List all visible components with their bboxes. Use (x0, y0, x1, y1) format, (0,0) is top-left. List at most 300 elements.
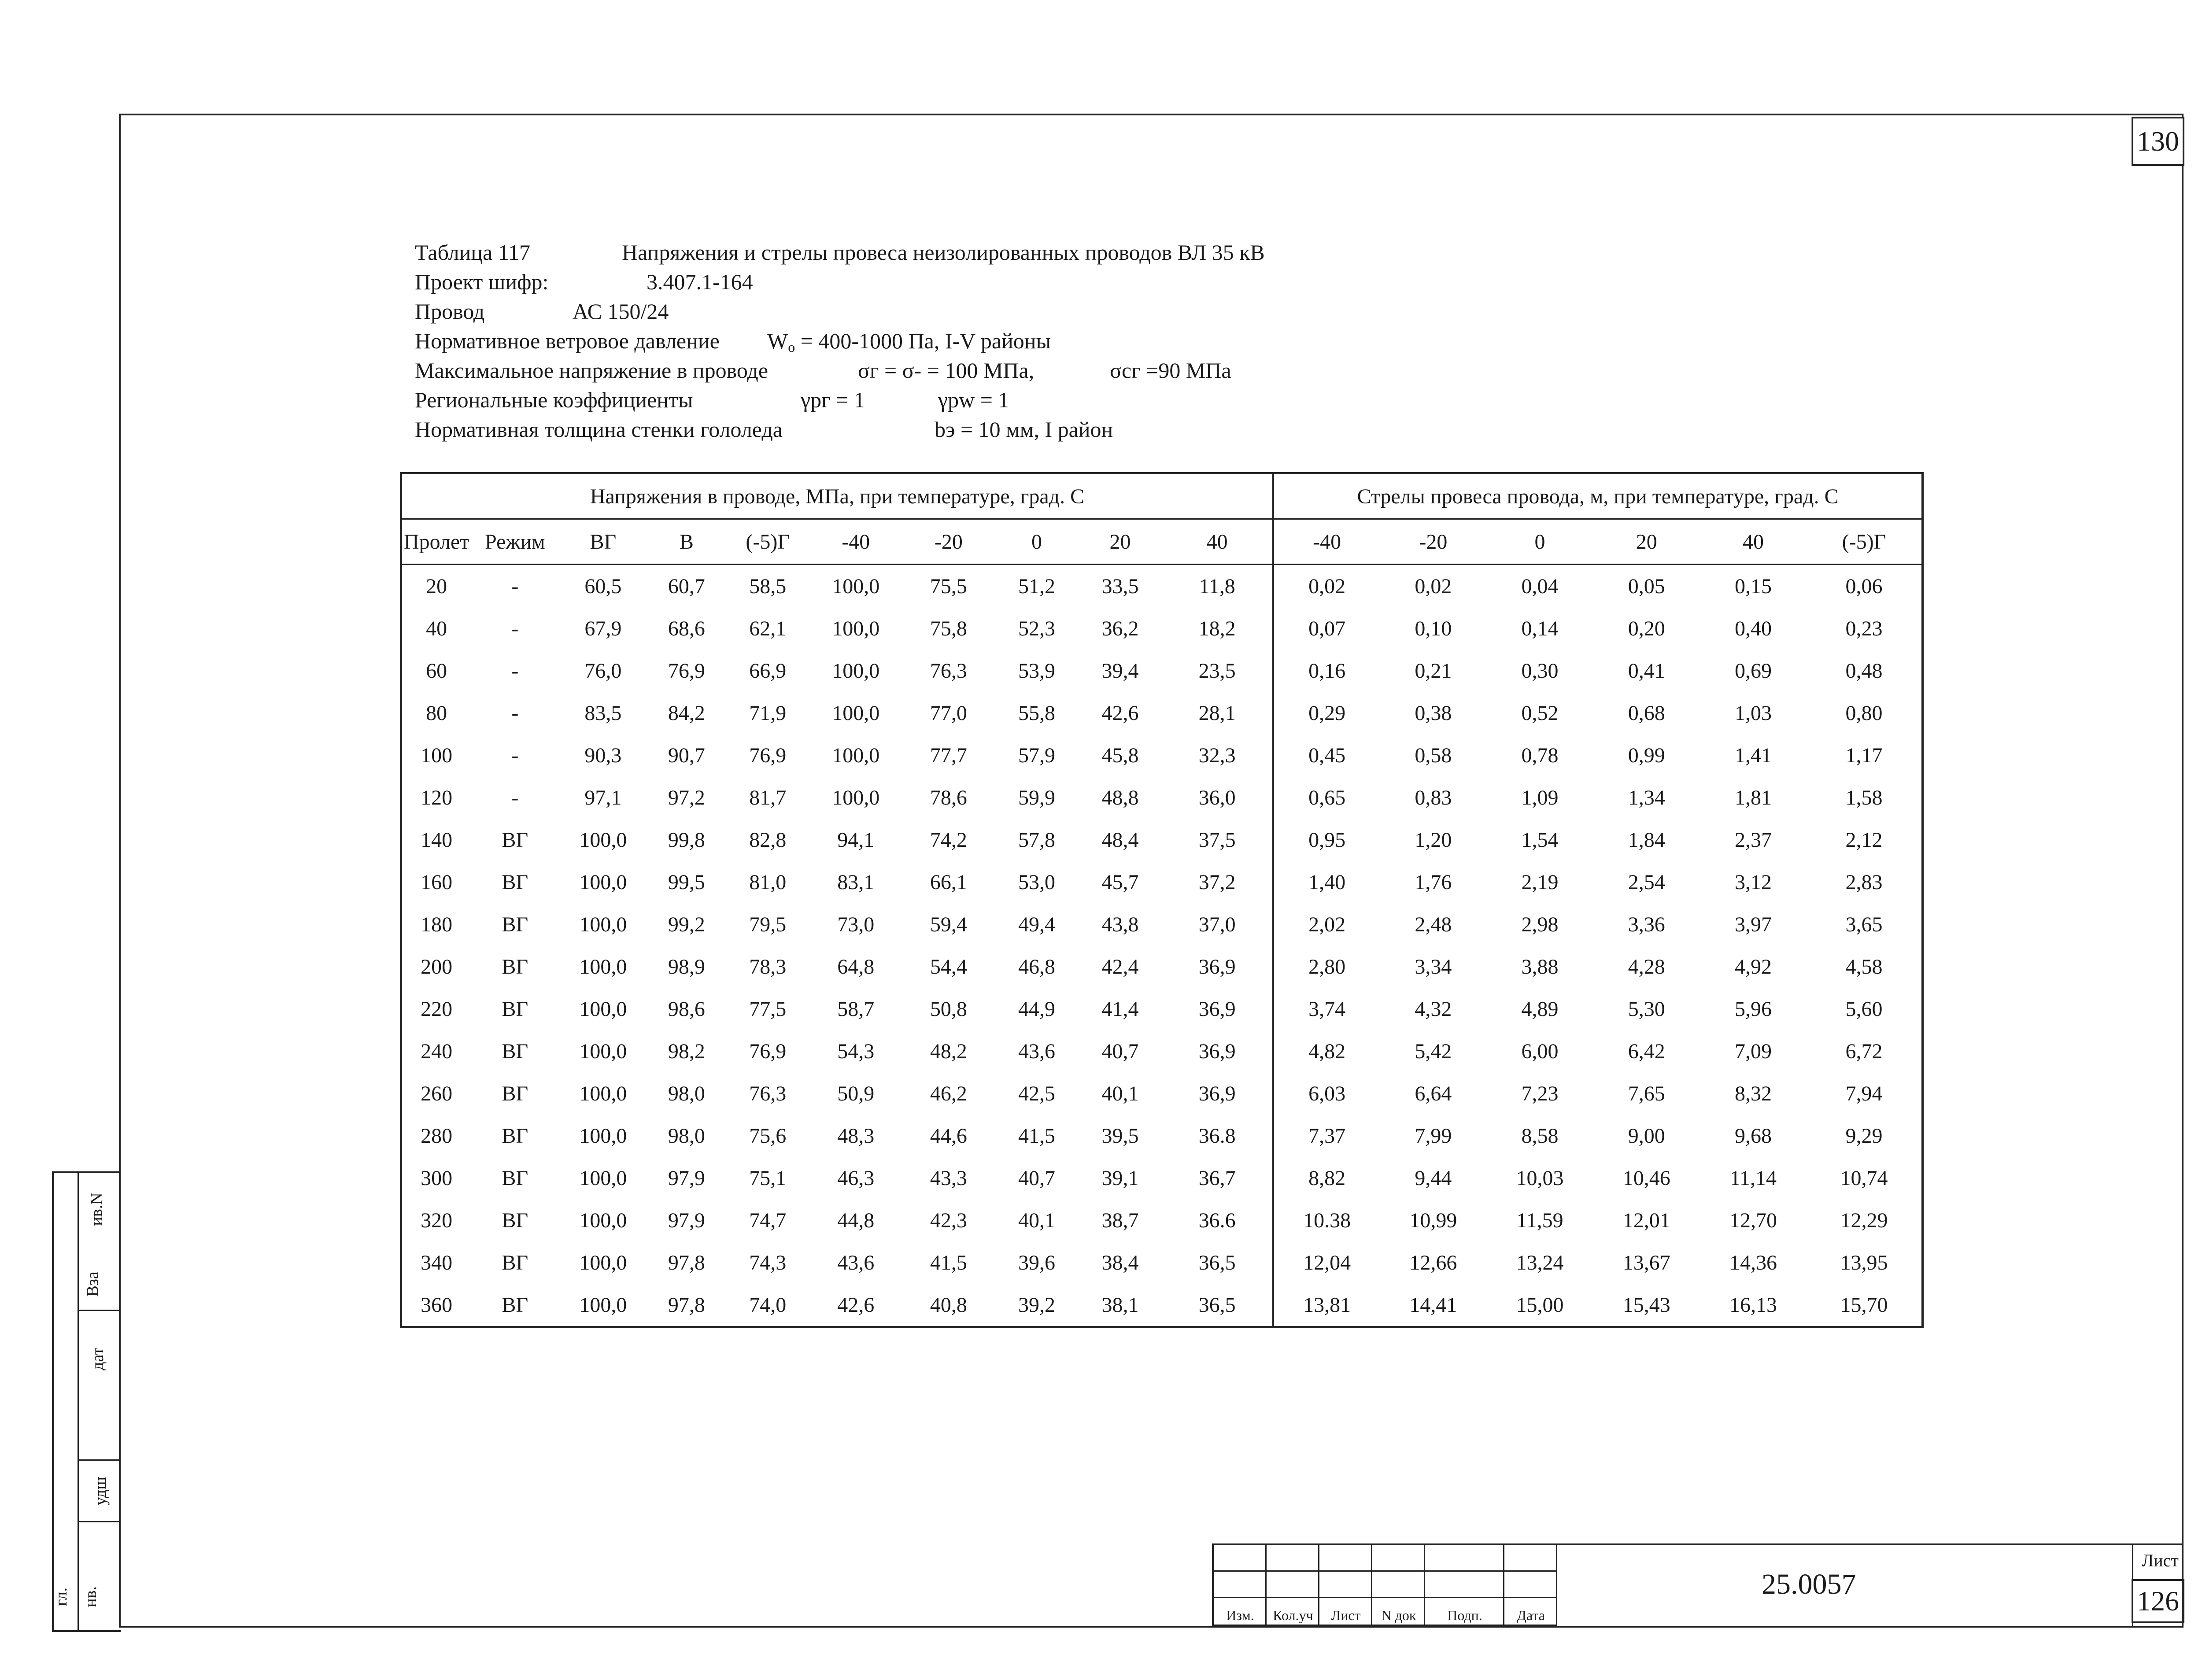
column-header: -40 (809, 519, 902, 565)
value-cell: 1,76 (1415, 870, 1452, 894)
value-cell: 48,4 (1101, 828, 1139, 852)
value-cell: 74,7 (749, 1208, 787, 1232)
table-row (401, 945, 1923, 988)
mode-cell: ВГ (502, 1293, 528, 1317)
column-header: (-5)Г (1807, 519, 1922, 565)
value-cell: 0,52 (1521, 701, 1559, 725)
value-cell: 7,37 (1308, 1124, 1346, 1148)
value-cell: 0,10 (1415, 617, 1452, 640)
mode-cell: ВГ (502, 997, 528, 1021)
value-cell: 37,0 (1162, 903, 1273, 945)
value-cell: 76,3 (749, 1082, 787, 1105)
sheet-number: 126 (2132, 1579, 2184, 1623)
side-label-4: Вза (83, 1271, 102, 1297)
side-label-5: ив.N (87, 1193, 106, 1226)
value-cell: 66,9 (749, 659, 787, 683)
column-header: Режим (471, 519, 559, 565)
side-label-0: нв. (81, 1586, 100, 1607)
value-cell: 54,4 (930, 955, 967, 978)
value-cell: 1,17 (1845, 743, 1883, 767)
value-cell: 76,9 (749, 743, 787, 767)
value-cell: 12,04 (1303, 1251, 1351, 1274)
stamp-label-ndok: N док (1381, 1607, 1416, 1623)
value-cell: 100,0 (579, 955, 627, 978)
value-cell: 98,9 (668, 955, 705, 978)
value-cell: 64,8 (837, 955, 875, 978)
value-cell: 50,8 (930, 997, 967, 1021)
value-cell: 46,3 (837, 1166, 875, 1190)
value-cell: 90,7 (668, 743, 705, 767)
value-cell: 36,9 (1162, 945, 1273, 988)
wind-label: Нормативное ветровое давление (415, 329, 720, 353)
span-cell: 360 (421, 1293, 453, 1317)
value-cell: 0,78 (1521, 743, 1559, 767)
value-cell: 0,29 (1308, 701, 1346, 725)
value-cell: 98,6 (668, 997, 705, 1021)
value-cell: 100,0 (579, 1293, 627, 1317)
column-header: 0 (995, 519, 1079, 565)
value-cell: 36,9 (1162, 1072, 1273, 1115)
value-cell: 0,68 (1628, 701, 1665, 725)
value-cell: 3,88 (1521, 955, 1559, 978)
value-cell: 36.6 (1162, 1199, 1273, 1241)
value-cell: 8,32 (1734, 1082, 1772, 1105)
value-cell: 9,29 (1845, 1124, 1883, 1148)
value-cell: 100,0 (579, 1039, 627, 1063)
span-cell: 220 (421, 997, 453, 1021)
table-row (401, 903, 1923, 945)
value-cell: 0,04 (1521, 574, 1559, 598)
value-cell: 0,99 (1628, 743, 1665, 767)
value-cell: 97,2 (668, 786, 705, 809)
value-cell: 57,9 (1018, 743, 1055, 767)
value-cell: 77,0 (930, 701, 967, 725)
value-cell: 1,41 (1734, 743, 1772, 767)
table-row (401, 1072, 1923, 1115)
span-cell: 80 (426, 701, 447, 725)
value-cell: 58,5 (749, 574, 787, 598)
page-number: 130 (2132, 117, 2184, 166)
value-cell: 53,0 (1018, 870, 1055, 894)
value-cell: 53,9 (1018, 659, 1055, 683)
value-cell: 100,0 (832, 701, 880, 725)
mode-cell: ВГ (502, 870, 528, 894)
value-cell: 2,98 (1521, 912, 1559, 936)
value-cell: 0,02 (1308, 574, 1346, 598)
value-cell: 99,5 (668, 870, 705, 894)
value-cell: 7,94 (1845, 1082, 1883, 1105)
value-cell: 2,83 (1845, 870, 1883, 894)
mode-cell: ВГ (502, 1082, 528, 1105)
value-cell: 39,2 (1018, 1293, 1055, 1317)
mode-cell: ВГ (502, 1124, 528, 1148)
value-cell: 7,99 (1415, 1124, 1452, 1148)
value-cell: 100,0 (579, 912, 627, 936)
value-cell: 36,0 (1162, 776, 1273, 819)
value-cell: 40,1 (1018, 1208, 1055, 1232)
value-cell: 40,8 (930, 1293, 967, 1317)
value-cell: 60,7 (668, 574, 705, 598)
value-cell: 75,5 (930, 574, 967, 598)
value-cell: 48,8 (1101, 786, 1139, 809)
mode-cell: - (511, 701, 519, 725)
value-cell: 37,5 (1162, 819, 1273, 861)
value-cell: 3,74 (1308, 997, 1346, 1021)
value-cell: 43,6 (1018, 1039, 1055, 1063)
value-cell: 2,12 (1845, 828, 1883, 852)
value-cell: 57,8 (1018, 828, 1055, 852)
value-cell: 76,0 (584, 659, 622, 683)
value-cell: 4,89 (1521, 997, 1559, 1021)
value-cell: 100,0 (832, 786, 880, 809)
value-cell: 42,3 (930, 1208, 967, 1232)
value-cell: 74,0 (749, 1293, 787, 1317)
value-cell: 15,70 (1840, 1293, 1888, 1317)
stress-value-2: σсг =90 МПа (1110, 358, 1231, 383)
value-cell: 44,6 (930, 1124, 967, 1148)
value-cell: 100,0 (579, 870, 627, 894)
value-cell: 16,13 (1729, 1293, 1777, 1317)
span-cell: 240 (421, 1039, 453, 1063)
value-cell: 12,66 (1409, 1251, 1457, 1274)
mode-cell: - (511, 743, 519, 767)
span-cell: 260 (421, 1082, 453, 1105)
value-cell: 0,40 (1734, 617, 1772, 640)
value-cell: 33,5 (1101, 574, 1139, 598)
value-cell: 98,0 (668, 1082, 705, 1105)
value-cell: 13,95 (1840, 1251, 1888, 1274)
value-cell: 1,81 (1734, 786, 1772, 809)
column-header: -20 (1380, 519, 1486, 565)
value-cell: 13,24 (1516, 1251, 1564, 1274)
value-cell: 14,36 (1729, 1251, 1777, 1274)
column-header: 20 (1593, 519, 1700, 565)
value-cell: 37,2 (1162, 861, 1273, 903)
value-cell: 0,23 (1845, 617, 1883, 640)
value-cell: 2,19 (1521, 870, 1559, 894)
value-cell: 39,1 (1101, 1166, 1139, 1190)
mode-cell: - (511, 574, 519, 598)
value-cell: 39,4 (1101, 659, 1139, 683)
value-cell: 1,03 (1734, 701, 1772, 725)
column-header: -40 (1273, 519, 1380, 565)
value-cell: 0,69 (1734, 659, 1772, 683)
span-cell: 60 (426, 659, 447, 683)
value-cell: 76,3 (930, 659, 967, 683)
value-cell: 11,8 (1162, 565, 1273, 608)
value-cell: 98,0 (668, 1124, 705, 1148)
mode-cell: ВГ (502, 828, 528, 852)
value-cell: 58,7 (837, 997, 875, 1021)
value-cell: 46,8 (1018, 955, 1055, 978)
sheet-label: Лист (2142, 1551, 2179, 1570)
column-header: -20 (902, 519, 995, 565)
value-cell: 42,6 (1101, 701, 1139, 725)
value-cell: 73,0 (837, 912, 875, 936)
value-cell: 0,16 (1308, 659, 1346, 683)
value-cell: 18,2 (1162, 607, 1273, 650)
value-cell: 42,5 (1018, 1082, 1055, 1105)
value-cell: 12,29 (1840, 1208, 1888, 1232)
value-cell: 59,9 (1018, 786, 1055, 809)
value-cell: 2,37 (1734, 828, 1772, 852)
value-cell: 83,5 (584, 701, 622, 725)
value-cell: 36,2 (1101, 617, 1139, 640)
stamp-label-izm: Изм. (1226, 1607, 1254, 1623)
mode-cell: ВГ (502, 1251, 528, 1274)
table-row (401, 607, 1923, 650)
value-cell: 23,5 (1162, 650, 1273, 692)
value-cell: 0,65 (1308, 786, 1346, 809)
side-stamp (52, 1171, 121, 1632)
value-cell: 8,82 (1308, 1166, 1346, 1190)
column-header: Пролет (401, 519, 471, 565)
column-header: 20 (1079, 519, 1162, 565)
value-cell: 4,92 (1734, 955, 1772, 978)
value-cell: 0,95 (1308, 828, 1346, 852)
value-cell: 40,7 (1018, 1166, 1055, 1190)
value-cell: 54,3 (837, 1039, 875, 1063)
value-cell: 97,9 (668, 1166, 705, 1190)
value-cell: 60,5 (584, 574, 622, 598)
value-cell: 78,3 (749, 955, 787, 978)
value-cell: 13,67 (1622, 1251, 1670, 1274)
stamp-label-list: Лист (1331, 1607, 1361, 1623)
value-cell: 40,1 (1101, 1082, 1139, 1105)
value-cell: 84,2 (668, 701, 705, 725)
value-cell: 100,0 (579, 1166, 627, 1190)
value-cell: 2,48 (1415, 912, 1452, 936)
project-code: 3.407.1-164 (647, 270, 753, 294)
value-cell: 66,1 (930, 870, 967, 894)
value-cell: 1,34 (1628, 786, 1665, 809)
value-cell: 38,4 (1101, 1251, 1139, 1274)
mode-cell: ВГ (502, 1039, 528, 1063)
ice-label: Нормативная толщина стенки гололеда (415, 417, 783, 442)
table-row (401, 1241, 1923, 1284)
value-cell: 11,59 (1516, 1208, 1563, 1232)
value-cell: 1,54 (1521, 828, 1559, 852)
stamp-label-kol: Кол.уч (1273, 1607, 1313, 1623)
stamp-label-data: Дата (1517, 1607, 1545, 1623)
wind-value: $W_о = 400-1000$ Па, I-V районы (767, 329, 1051, 355)
span-cell: 200 (421, 955, 453, 978)
value-cell: 67,9 (584, 617, 622, 640)
value-cell: 15,00 (1516, 1293, 1564, 1317)
value-cell: 10,74 (1840, 1166, 1888, 1190)
value-cell: 79,5 (749, 912, 787, 936)
table-row (401, 1030, 1923, 1072)
value-cell: 75,1 (749, 1166, 787, 1190)
value-cell: 97,1 (584, 786, 622, 809)
value-cell: 83,1 (837, 870, 875, 894)
value-cell: 11,14 (1729, 1166, 1777, 1190)
value-cell: 49,4 (1018, 912, 1055, 936)
value-cell: 5,60 (1845, 997, 1883, 1021)
stress-label: Максимальное напряжение в проводе (415, 358, 768, 383)
value-cell: 38,7 (1101, 1208, 1139, 1232)
group-sag-header: Стрелы провеса провода, м, при температуре, град. С (1273, 473, 1922, 519)
value-cell: 36,9 (1162, 988, 1273, 1030)
mode-cell: ВГ (502, 912, 528, 936)
value-cell: 100,0 (832, 574, 880, 598)
side-label-1: гл. (52, 1587, 71, 1606)
value-cell: 3,65 (1845, 912, 1883, 936)
value-cell: 42,6 (837, 1293, 875, 1317)
value-cell: 99,8 (668, 828, 705, 852)
value-cell: 52,3 (1018, 617, 1055, 640)
value-cell: 6,72 (1845, 1039, 1883, 1063)
value-cell: 2,80 (1308, 955, 1346, 978)
span-cell: 320 (421, 1208, 453, 1232)
value-cell: 40,7 (1101, 1039, 1139, 1063)
wire-value: АС 150/24 (573, 299, 669, 324)
table-row (401, 650, 1923, 692)
value-cell: 0,14 (1521, 617, 1559, 640)
value-cell: 100,0 (579, 1124, 627, 1148)
span-cell: 280 (421, 1124, 453, 1148)
value-cell: 0,45 (1308, 743, 1346, 767)
value-cell: 9,68 (1734, 1124, 1772, 1148)
value-cell: 0,21 (1415, 659, 1452, 683)
table-row (401, 692, 1923, 734)
mode-cell: ВГ (502, 1166, 528, 1190)
value-cell: 100,0 (579, 1251, 627, 1274)
value-cell: 74,3 (749, 1251, 787, 1274)
value-cell: 0,38 (1415, 701, 1452, 725)
ice-value: bэ = 10 мм, I район (935, 417, 1113, 442)
value-cell: 75,8 (930, 617, 967, 640)
value-cell: 1,09 (1521, 786, 1559, 809)
value-cell: 45,8 (1101, 743, 1139, 767)
value-cell: 7,09 (1734, 1039, 1772, 1063)
value-cell: 36,9 (1162, 1030, 1273, 1072)
value-cell: 36,7 (1162, 1157, 1273, 1199)
span-cell: 160 (421, 870, 453, 894)
value-cell: 12,01 (1622, 1208, 1670, 1232)
value-cell: 71,9 (749, 701, 787, 725)
value-cell: 100,0 (579, 1082, 627, 1105)
value-cell: 99,2 (668, 912, 705, 936)
column-header: 40 (1700, 519, 1807, 565)
value-cell: 1,84 (1628, 828, 1665, 852)
value-cell: 82,8 (749, 828, 787, 852)
value-cell: 50,9 (837, 1082, 875, 1105)
value-cell: 0,20 (1628, 617, 1665, 640)
value-cell: 41,4 (1101, 997, 1139, 1021)
value-cell: 32,3 (1162, 734, 1273, 776)
value-cell: 0,41 (1628, 659, 1665, 683)
table-title: Напряжения и стрелы провеса неизолированных проводов ВЛ 35 кВ (622, 240, 1265, 265)
value-cell: 6,03 (1308, 1082, 1346, 1105)
value-cell: 3,36 (1628, 912, 1665, 936)
value-cell: 9,00 (1628, 1124, 1665, 1148)
group-stress-header: Напряжения в проводе, МПа, при температуре, град. С (401, 473, 1274, 519)
value-cell: 0,06 (1845, 574, 1883, 598)
value-cell: 3,12 (1734, 870, 1772, 894)
coef-label: Региональные коэффициенты (415, 388, 693, 412)
value-cell: 7,65 (1628, 1082, 1665, 1105)
value-cell: 10,46 (1622, 1166, 1670, 1190)
span-cell: 120 (421, 786, 453, 809)
span-cell: 100 (421, 743, 453, 767)
value-cell: 7,23 (1521, 1082, 1559, 1105)
table-row (401, 1284, 1923, 1327)
stamp-label-podp: Подп. (1447, 1607, 1482, 1623)
value-cell: 1,40 (1308, 870, 1346, 894)
span-cell: 300 (421, 1166, 453, 1190)
value-cell: 98,2 (668, 1039, 705, 1063)
column-header: (-5)Г (726, 519, 809, 565)
value-cell: 81,0 (749, 870, 787, 894)
column-header: 0 (1486, 519, 1593, 565)
value-cell: 75,6 (749, 1124, 787, 1148)
value-cell: 0,80 (1845, 701, 1883, 725)
title-block (1212, 1543, 2182, 1626)
value-cell: 0,48 (1845, 659, 1883, 683)
span-cell: 340 (421, 1251, 453, 1274)
value-cell: 42,4 (1101, 955, 1139, 978)
value-cell: 0,02 (1415, 574, 1452, 598)
value-cell: 97,8 (668, 1251, 705, 1274)
value-cell: 4,28 (1628, 955, 1665, 978)
table-row (401, 1157, 1923, 1199)
value-cell: 94,1 (837, 828, 875, 852)
value-cell: 4,82 (1308, 1039, 1346, 1063)
table-row (401, 1115, 1923, 1157)
value-cell: 39,5 (1101, 1124, 1139, 1148)
value-cell: 100,0 (579, 1208, 627, 1232)
value-cell: 48,2 (930, 1039, 967, 1063)
table-row (401, 988, 1923, 1030)
value-cell: 100,0 (832, 659, 880, 683)
value-cell: 39,6 (1018, 1251, 1055, 1274)
value-cell: 8,58 (1521, 1124, 1559, 1148)
value-cell: 4,32 (1415, 997, 1452, 1021)
span-cell: 20 (426, 574, 447, 598)
table-row (401, 565, 1923, 608)
column-header: В (647, 519, 726, 565)
value-cell: 9,44 (1415, 1166, 1452, 1190)
value-cell: 38,1 (1101, 1293, 1139, 1317)
stress-sag-table (400, 472, 1924, 1328)
mode-cell: ВГ (502, 955, 528, 978)
value-cell: 10,03 (1516, 1166, 1564, 1190)
value-cell: 90,3 (584, 743, 622, 767)
table-label: Таблица 117 (415, 240, 530, 265)
value-cell: 41,5 (930, 1251, 967, 1274)
value-cell: 43,8 (1101, 912, 1139, 936)
value-cell: 97,9 (668, 1208, 705, 1232)
side-label-3: дат (88, 1348, 107, 1370)
value-cell: 15,43 (1622, 1293, 1670, 1317)
column-header: 40 (1162, 519, 1273, 565)
value-cell: 14,41 (1409, 1293, 1457, 1317)
table-row (401, 861, 1923, 903)
value-cell: 97,8 (668, 1293, 705, 1317)
value-cell: 41,5 (1018, 1124, 1055, 1148)
mode-cell: ВГ (502, 1208, 528, 1232)
value-cell: 76,9 (668, 659, 705, 683)
value-cell: 6,64 (1415, 1082, 1452, 1105)
mode-cell: - (511, 659, 519, 683)
mode-cell: - (511, 617, 519, 640)
value-cell: 59,4 (930, 912, 967, 936)
value-cell: 51,2 (1018, 574, 1055, 598)
value-cell: 36,5 (1162, 1284, 1273, 1327)
value-cell: 100,0 (832, 743, 880, 767)
value-cell: 4,58 (1845, 955, 1883, 978)
